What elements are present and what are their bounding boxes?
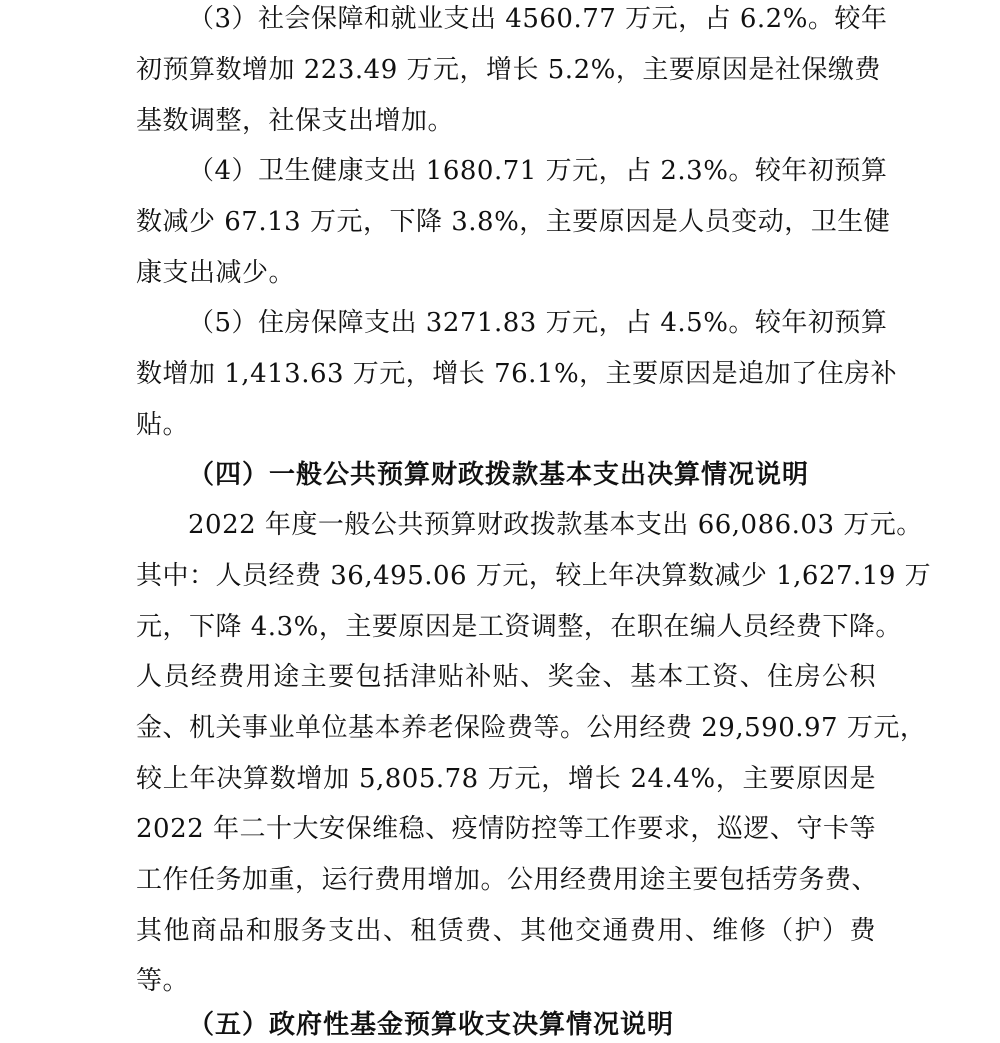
section4-line-4: 人员经费用途主要包括津贴补贴、奖金、基本工资、住房公积 bbox=[136, 662, 876, 692]
section4-line-10: 等。 bbox=[136, 966, 190, 996]
item5-line-1: （5）住房保障支出 3271.83 万元，占 4.5%。较年初预算 bbox=[188, 308, 888, 338]
item3-line-1: （3）社会保障和就业支出 4560.77 万元，占 6.2%。较年 bbox=[188, 4, 888, 34]
section5-heading: （五）政府性基金预算收支决算情况说明 bbox=[188, 1010, 675, 1040]
section4-line-2: 其中：人员经费 36,495.06 万元，较上年决算数减少 1,627.19 万 bbox=[136, 561, 932, 591]
section4-line-9: 其他商品和服务支出、租赁费、其他交通费用、维修（护）费 bbox=[136, 916, 876, 946]
item3-line-3: 基数调整，社保支出增加。 bbox=[136, 106, 455, 136]
section4-line-7: 2022 年二十大安保维稳、疫情防控等工作要求，巡逻、守卡等 bbox=[136, 814, 876, 844]
item4-line-1: （4）卫生健康支出 1680.71 万元，占 2.3%。较年初预算 bbox=[188, 156, 888, 186]
item4-line-3: 康支出减少。 bbox=[136, 258, 296, 288]
item3-line-2: 初预算数增加 223.49 万元，增长 5.2%，主要原因是社保缴费 bbox=[136, 55, 881, 85]
item5-line-3: 贴。 bbox=[136, 410, 190, 440]
section4-line-1: 2022 年度一般公共预算财政拨款基本支出 66,086.03 万元。 bbox=[188, 510, 923, 540]
item4-line-2: 数减少 67.13 万元，下降 3.8%，主要原因是人员变动，卫生健 bbox=[136, 207, 891, 237]
section4-heading: （四）一般公共预算财政拨款基本支出决算情况说明 bbox=[188, 460, 810, 490]
section4-line-5: 金、机关事业单位基本养老保险费等。公用经费 29,590.97 万元， bbox=[136, 713, 927, 743]
section4-line-3: 元，下降 4.3%，主要原因是工资调整，在职在编人员经费下降。 bbox=[136, 612, 902, 642]
item5-line-2: 数增加 1,413.63 万元，增长 76.1%，主要原因是追加了住房补 bbox=[136, 359, 898, 389]
section4-line-6: 较上年决算数增加 5,805.78 万元，增长 24.4%，主要原因是 bbox=[136, 764, 876, 794]
section4-line-8: 工作任务加重，运行费用增加。公用经费用途主要包括劳务费、 bbox=[136, 865, 879, 895]
